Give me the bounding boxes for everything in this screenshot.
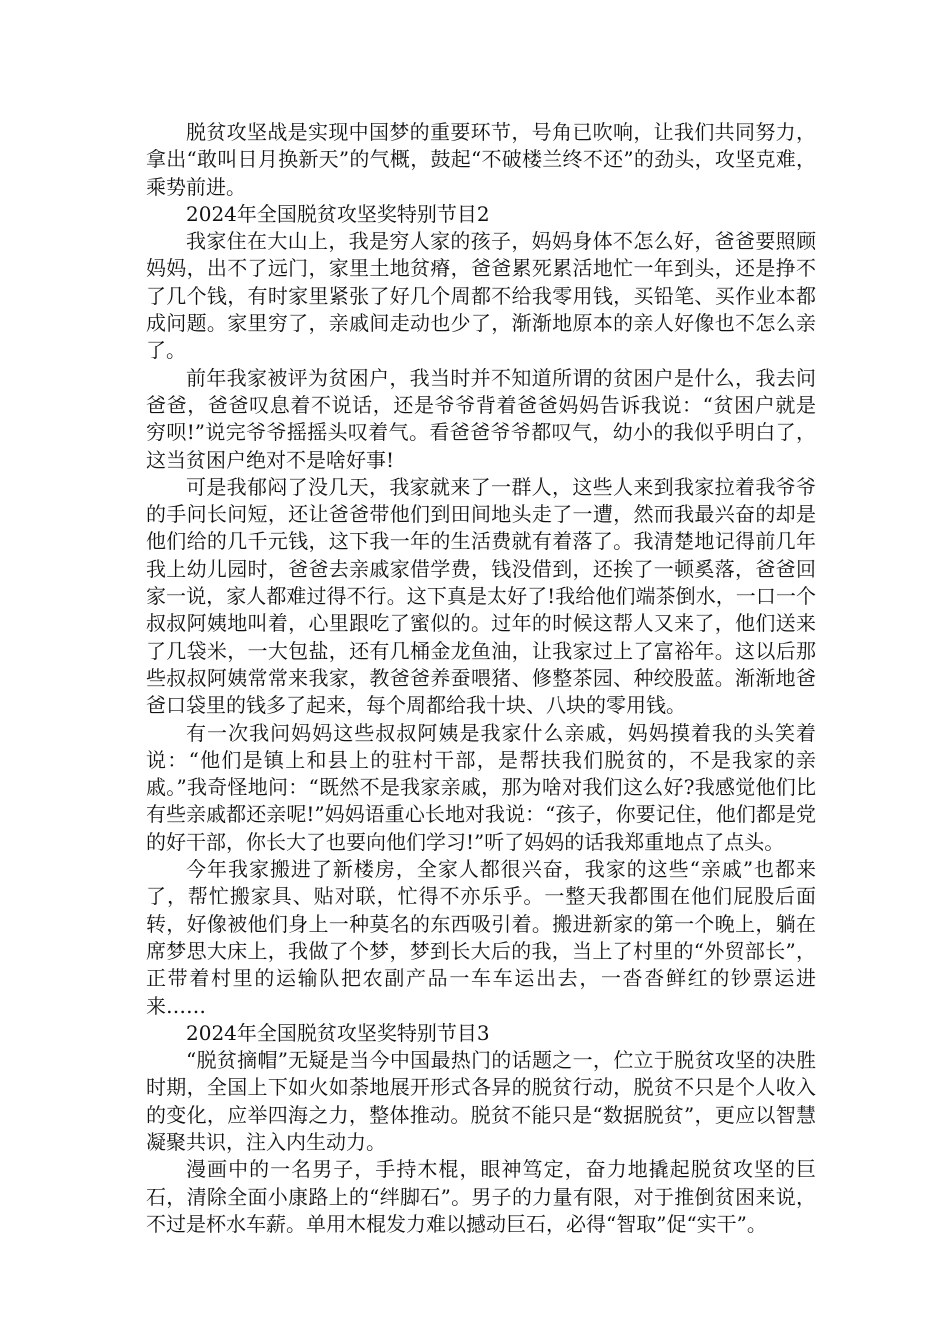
- paragraph-visitors-help: 可是我郁闷了没几天，我家就来了一群人，这些人来到我家拉着我爷爷的手问长问短，还让爸爸带他们到田间地头走了一遭，然而我最兴奋的却是他们给的几千元钱，这下我一年的生活费就有着落了。我清楚地记得前几年我上幼儿园时，爸爸去亲戚家借学费，钱没借到，还挨了一顿奚落，爸爸回家一说，家人都难过得不行。这下真是太好了!我给他们端茶倒水，一口一个叔叔阿姨地叫着，心里跟吃了蜜似的。过年的时候这帮人又来了，他们送来了几袋米，一大包盐，还有几桶金龙鱼油，让我家过上了富裕年。这以后那些叔叔阿姨常常来我家，教爸爸养蚕喂猪、修整茶园、种绞股蓝。渐渐地爸爸口袋里的钱多了起来，每个周都给我十块、八块的零用钱。: [146, 474, 816, 718]
- paragraph-poor-household: 前年我家被评为贫困户，我当时并不知道所谓的贫困户是什么，我去问爸爸，爸爸叹息着不说话，还是爷爷背着爸爸妈妈告诉我说：“贫困户就是穷呗!”说完爷爷摇摇头叹着气。看爸爸爷爷都叹气，幼小的我似乎明白了，这当贫困户绝对不是啥好事!: [146, 365, 816, 472]
- paragraph-new-house-dream: 今年我家搬进了新楼房，全家人都很兴奋，我家的这些“亲戚”也都来了，帮忙搬家具、贴对联，忙得不亦乐乎。一整天我都围在他们屁股后面转，好像被他们身上一种莫名的东西吸引着。搬进新家的第一个晚上，躺在席梦思大床上，我做了个梦，梦到长大后的我，当上了村里的“外贸部长”，正带着村里的运输队把农副产品一车车运出去，一沓沓鲜红的钞票运进来……: [146, 857, 816, 1018]
- paragraph-cartoon-analysis: 漫画中的一名男子，手持木棍，眼神笃定，奋力地撬起脱贫攻坚的巨石，清除全面小康路上的“绊脚石”。男子的力量有限，对于推倒贫困来说，不过是杯水车薪。单用木棍发力难以撼动巨石，必得“智取”促“实干”。: [146, 1157, 816, 1236]
- paragraph-family-poverty: 我家住在大山上，我是穷人家的孩子，妈妈身体不怎么好，爸爸要照顾妈妈，出不了远门，家里土地贫瘠，爸爸累死累活地忙一年到头，还是挣不了几个钱，有时家里紧张了好几个周都不给我零用钱，买铅笔、买作业本都成问题。家里穷了，亲戚间走动也少了，渐渐地原本的亲人好像也不怎么亲了。: [146, 229, 816, 363]
- document-body: [146, 119, 816, 1238]
- paragraph-cadres-explained: 有一次我问妈妈这些叔叔阿姨是我家什么亲戚，妈妈摸着我的头笑着说：“他们是镇上和县上的驻村干部，是帮扶我们脱贫的，不是我家的亲戚。”我奇怪地问：“既然不是我家亲戚，那为啥对我们这么好?我感觉他们比有些亲戚都还亲呢!”妈妈语重心长地对我说：“孩子，你要记住，他们都是党的好干部，你长大了也要向他们学习!”听了妈妈的话我郑重地点了点头。: [146, 720, 816, 854]
- section-heading-2: 2024年全国脱贫攻坚奖特别节目2: [186, 201, 490, 226]
- paragraph-intro-conclusion: 脱贫攻坚战是实现中国梦的重要环节，号角已吹响，让我们共同努力，拿出“敢叫日月换新天”的气概，鼓起“不破楼兰终不还”的劲头，攻坚克难，乘势前进。: [146, 120, 816, 199]
- section-heading-3: 2024年全国脱贫攻坚奖特别节目3: [186, 1020, 490, 1045]
- paragraph-poverty-topic: “脱贫摘帽”无疑是当今中国最热门的话题之一，伫立于脱贫攻坚的决胜时期，全国上下如火如荼地展开形式各异的脱贫行动，脱贫不只是个人收入的变化，应举四海之力，整体推动。脱贫不能只是“数据脱贫”，更应以智慧凝聚共识，注入内生动力。: [146, 1048, 816, 1154]
